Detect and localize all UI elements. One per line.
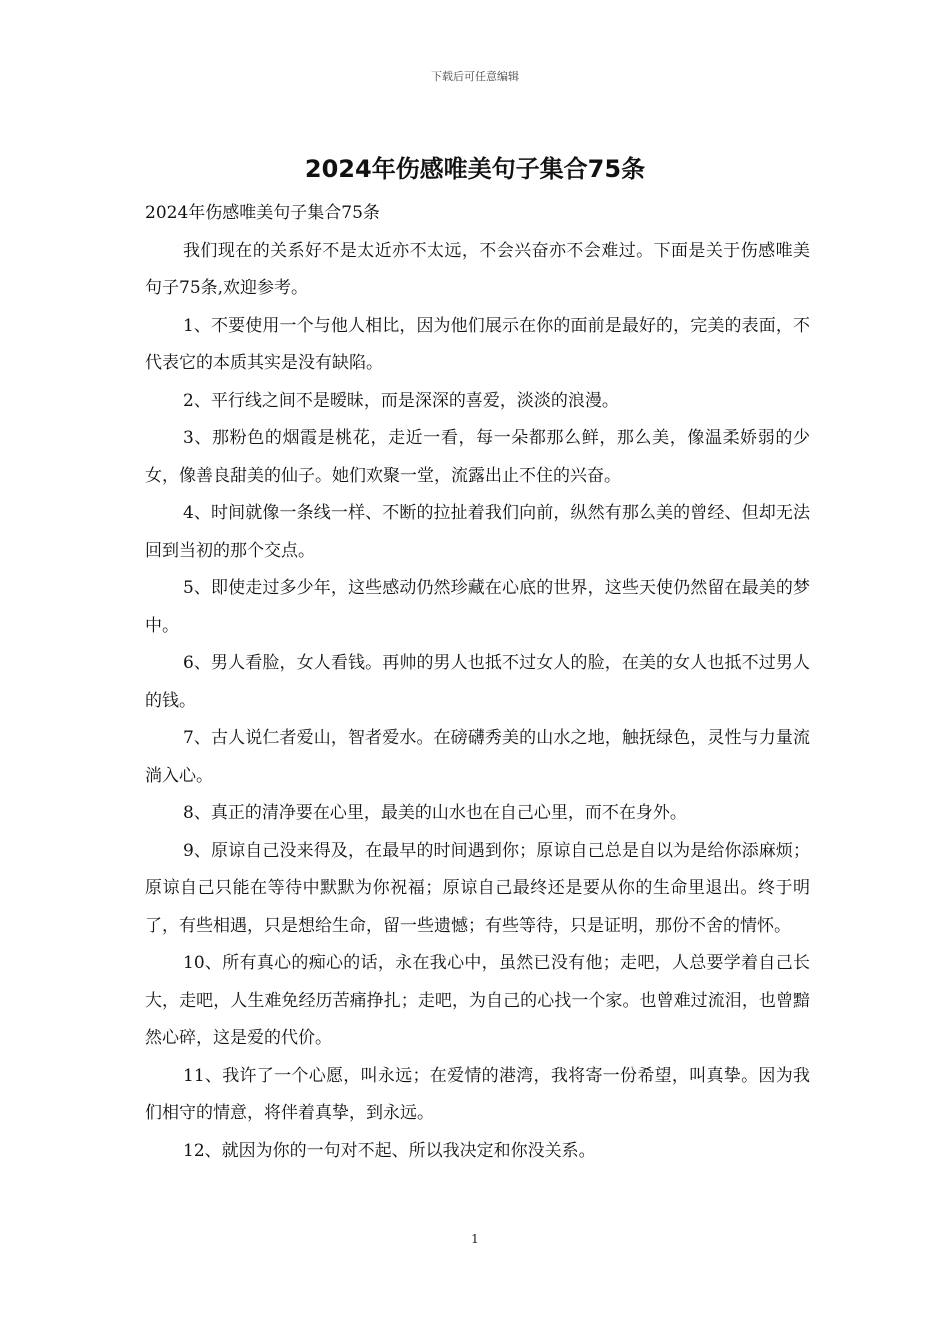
list-item: 1、不要使用一个与他人相比，因为他们展示在你的面前是最好的，完美的表面，不代表它的本质其实是没有缺陷。	[145, 315, 810, 373]
list-item: 9、原谅自己没来得及，在最早的时间遇到你；原谅自己总是自以为是给你添麻烦；原谅自己只能在等待中默默为你祝福；原谅自己最终还是要从你的生命里退出。终于明了，有些相遇，只是想给生命，留一些遗憾；有些等待，只是证明，那份不舍的情怀。	[145, 840, 810, 936]
document-body	[145, 195, 810, 1170]
list-item: 3、那粉色的烟霞是桃花，走近一看，每一朵都那么鲜，那么美，像温柔娇弱的少女，像善良甜美的仙子。她们欢聚一堂，流露出止不住的兴奋。	[145, 428, 810, 486]
document-title: 2024年伤感唯美句子集合75条	[304, 155, 646, 183]
list-item: 6、男人看脸，女人看钱。再帅的男人也抵不过女人的脸，在美的女人也抵不过男人的钱。	[145, 653, 810, 711]
list-item: 10、所有真心的痴心的话，永在我心中，虽然已没有他；走吧，人总要学着自己长大，走吧，人生难免经历苦痛挣扎；走吧，为自己的心找一个家。也曾难过流泪，也曾黯然心碎，这是爱的代价。	[145, 953, 810, 1048]
page-number: 1	[471, 1232, 479, 1246]
intro-paragraph: 我们现在的关系好不是太近亦不太远，不会兴奋亦不会难过。下面是关于伤感唯美句子75条,欢迎参考。	[145, 240, 810, 298]
header-note: 下载后可任意编辑	[431, 70, 519, 83]
subtitle-line: 2024年伤感唯美句子集合75条	[145, 203, 380, 223]
list-item: 5、即使走过多少年，这些感动仍然珍藏在心底的世界，这些天使仍然留在最美的梦中。	[145, 578, 810, 636]
list-item: 4、时间就像一条线一样、不断的拉扯着我们向前，纵然有那么美的曾经、但却无法回到当初的那个交点。	[145, 503, 810, 561]
list-item: 7、古人说仁者爱山，智者爱水。在磅礴秀美的山水之地，触抚绿色，灵性与力量流淌入心。	[145, 728, 810, 786]
list-item: 12、就因为你的一句对不起、所以我决定和你没关系。	[183, 1140, 596, 1161]
list-item: 8、真正的清净要在心里，最美的山水也在自己心里，而不在身外。	[183, 803, 687, 823]
list-item: 2、平行线之间不是暧昧，而是深深的喜爱，淡淡的浪漫。	[183, 390, 619, 411]
list-item: 11、我许了一个心愿，叫永远；在爱情的港湾，我将寄一份希望，叫真挚。因为我们相守的情意，将伴着真挚，到永远。	[145, 1065, 810, 1123]
